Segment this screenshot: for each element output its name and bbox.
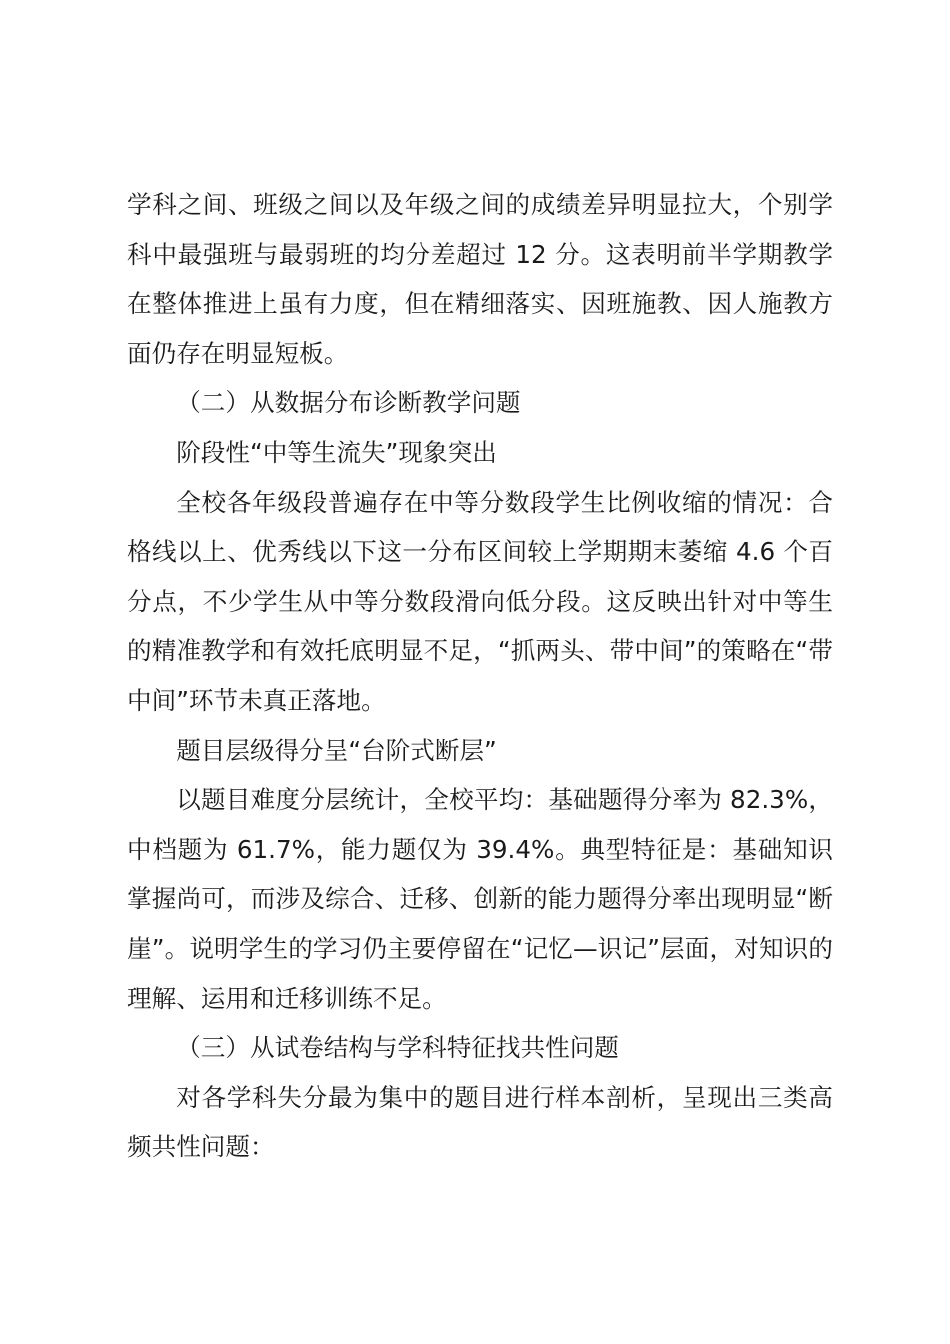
section-heading-3: （三）从试卷结构与学科特征找共性问题 [176,1033,619,1063]
document-body [127,180,833,1172]
subheading-middle-students: 阶段性“中等生流失”现象突出 [176,437,497,467]
paragraph-common-issues: 对各学科失分最为集中的题目进行样本剖析，呈现出三类高频共性问题： [127,1082,833,1162]
subheading-score-levels: 题目层级得分呈“台阶式断层” [176,735,497,765]
section-heading-2: （二）从数据分布诊断教学问题 [176,388,521,418]
paragraph-continuation: 学科之间、班级之间以及年级之间的成绩差异明显拉大，个别学科中最强班与最弱班的均分差超过 12 分。这表明前半学期教学在整体推进上虽有力度，但在精细落实、因班施教、因人施教方面仍存在明显短板。 [127,190,833,368]
paragraph-middle-students: 全校各年级段普遍存在中等分数段学生比例收缩的情况：合格线以上、优秀线以下这一分布区间较上学期期末萎缩 4.6 个百分点，不少学生从中等分数段滑向低分段。这反映出针对中等生的精准教学和有效托底明显不足，“抓两头、带中间”的策略在“带中间”环节未真正落地。 [127,487,833,715]
paragraph-score-levels: 以题目难度分层统计，全校平均：基础题得分率为 82.3%，中档题为 61.7%，能力题仅为 39.4%。典型特征是：基础知识掌握尚可，而涉及综合、迁移、创新的能力题得分率出现明显“断崖”。说明学生的学习仍主要停留在“记忆—识记”层面，对知识的理解、运用和迁移训练不足。 [127,785,833,1013]
